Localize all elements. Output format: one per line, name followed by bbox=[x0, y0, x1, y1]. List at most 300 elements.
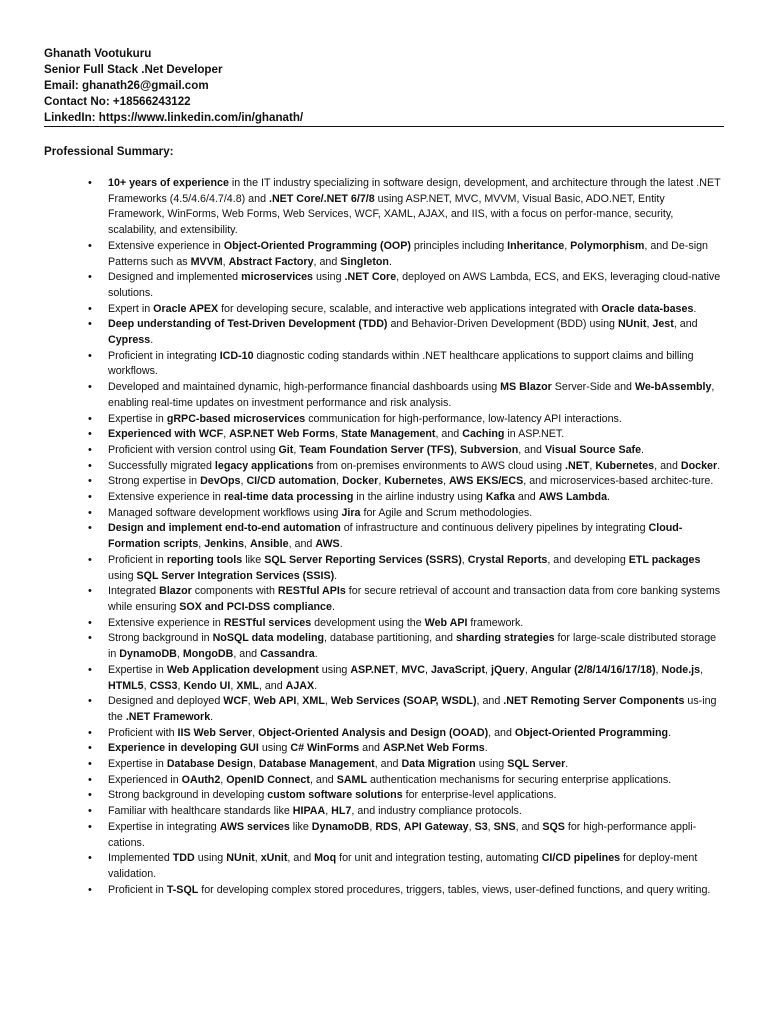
item-text: , bbox=[564, 239, 571, 252]
bold-keyword: Kubernetes bbox=[595, 459, 655, 472]
item-text: principles including bbox=[410, 239, 508, 252]
item-text: in ASP.NET. bbox=[504, 428, 565, 441]
item-text: Proficient in bbox=[108, 553, 167, 566]
bold-keyword: .NET bbox=[565, 459, 590, 472]
summary-item bbox=[88, 412, 724, 428]
item-text: Server-Side and bbox=[551, 381, 635, 394]
item-text: Familiar with healthcare standards like bbox=[108, 805, 293, 818]
bold-keyword: C# WinForms bbox=[290, 742, 360, 755]
item-text: Expertise in bbox=[108, 412, 167, 425]
bullet-marker: • bbox=[88, 726, 92, 739]
item-text: , bbox=[244, 538, 250, 551]
summary-item bbox=[88, 459, 724, 475]
bold-keyword: RDS bbox=[375, 820, 398, 833]
bold-keyword: Singleton bbox=[340, 255, 389, 268]
item-text: , bbox=[443, 475, 450, 488]
bullet-marker: • bbox=[88, 506, 92, 519]
bold-keyword: HTML5 bbox=[108, 679, 144, 692]
bullet-marker: • bbox=[88, 239, 92, 252]
item-text: , bbox=[293, 443, 300, 456]
item-text: like bbox=[242, 553, 265, 566]
item-text: . bbox=[565, 758, 569, 771]
bold-keyword: S3 bbox=[474, 820, 488, 833]
item-text: framework. bbox=[467, 616, 524, 629]
item-text: , bbox=[646, 318, 653, 331]
bold-keyword: .NET Core/.NET 6/7/8 bbox=[268, 192, 375, 205]
item-text: , and bbox=[258, 679, 286, 692]
item-text: communication for high-performance, low-latency API interactions. bbox=[305, 412, 622, 425]
item-text: , bbox=[240, 475, 247, 488]
bold-keyword: Oracle APEX bbox=[153, 302, 219, 315]
item-text: Integrated bbox=[108, 585, 160, 598]
bullet-marker: • bbox=[88, 349, 92, 362]
item-text: Strong background in developing bbox=[108, 789, 268, 802]
item-text: diagnostic coding standards within .NET healthcare applications to support claims and billing workflows. bbox=[108, 349, 694, 378]
bold-keyword: DynamoDB bbox=[119, 648, 177, 661]
bold-keyword: XML bbox=[236, 679, 259, 692]
summary-item bbox=[88, 443, 724, 459]
bold-keyword: AWS services bbox=[219, 820, 290, 833]
bold-keyword: Object-Oriented Programming bbox=[514, 726, 669, 739]
item-text: , and bbox=[313, 255, 341, 268]
summary-item bbox=[88, 788, 724, 804]
summary-item bbox=[88, 474, 724, 490]
bold-keyword: Database Design bbox=[166, 758, 253, 771]
item-text: for developing secure, scalable, and interactive web applications integrated with bbox=[218, 302, 602, 315]
bold-keyword: HL7 bbox=[331, 805, 352, 818]
summary-item bbox=[88, 616, 724, 632]
item-text: . bbox=[210, 710, 214, 723]
item-text: for high-performance appli-cations. bbox=[108, 820, 697, 849]
item-text: , and bbox=[288, 538, 316, 551]
item-text: for deploy-ment validation. bbox=[108, 852, 698, 880]
item-text: . bbox=[717, 459, 721, 472]
bold-keyword: HIPAA bbox=[292, 805, 326, 818]
bold-keyword: TDD bbox=[172, 852, 195, 865]
bold-keyword: AWS EKS/ECS bbox=[449, 475, 524, 488]
item-text: , bbox=[395, 663, 402, 676]
item-text: , bbox=[324, 695, 331, 708]
item-text: , bbox=[143, 679, 150, 692]
bold-keyword: Ansible bbox=[249, 538, 289, 551]
bullet-marker: • bbox=[88, 616, 92, 629]
bold-keyword: SQL Server Integration Services (SSIS) bbox=[136, 569, 335, 582]
item-text: using bbox=[194, 852, 227, 865]
item-text: , and developing bbox=[547, 553, 629, 566]
summary-item bbox=[88, 302, 724, 318]
item-text: . bbox=[607, 491, 610, 504]
bullet-marker: • bbox=[88, 443, 92, 456]
item-text: us-ing the bbox=[108, 695, 717, 723]
bold-keyword: Jenkins bbox=[204, 538, 245, 551]
bold-keyword: gRPC-based microservices bbox=[166, 412, 306, 425]
summary-item bbox=[88, 176, 724, 239]
item-text: for large-scale distributed storage in bbox=[108, 632, 717, 661]
bold-keyword: API Gateway bbox=[403, 820, 469, 833]
item-text: , bbox=[454, 443, 461, 456]
item-text: , bbox=[485, 663, 491, 676]
item-text: using bbox=[108, 569, 137, 582]
item-text: , bbox=[198, 538, 205, 551]
bold-keyword: T-SQL bbox=[166, 883, 199, 896]
bold-keyword: ASP.NET Web Forms bbox=[229, 428, 336, 441]
bold-keyword: real-time data processing bbox=[223, 491, 354, 504]
bold-keyword: jQuery bbox=[490, 663, 525, 676]
item-text: in the IT industry specializing in software design, development, and architecture through the latest .NET Frameworks (4.5/4.6/4.7/4.8) and bbox=[108, 177, 721, 205]
item-text: like bbox=[289, 820, 312, 833]
header-divider bbox=[44, 126, 724, 127]
bold-keyword: Object-Oriented Programming (OOP) bbox=[223, 239, 411, 252]
item-text: . bbox=[314, 648, 318, 661]
bullet-marker: • bbox=[88, 381, 92, 394]
item-text: Experienced in bbox=[108, 773, 182, 786]
item-text: , bbox=[378, 475, 385, 488]
bullet-marker: • bbox=[88, 522, 92, 535]
bold-keyword: JavaScript bbox=[430, 663, 486, 676]
bold-keyword: AWS Lambda bbox=[538, 491, 608, 504]
item-text: , bbox=[397, 820, 404, 833]
candidate-email: Email: ghanath26@gmail.com bbox=[44, 79, 209, 92]
item-text: , bbox=[461, 553, 468, 566]
item-text: , and bbox=[673, 318, 698, 331]
bold-keyword: .NET Framework bbox=[125, 710, 211, 723]
item-text: , and bbox=[476, 695, 504, 708]
bold-keyword: Kendo UI bbox=[183, 679, 231, 692]
bold-keyword: Blazor bbox=[159, 585, 192, 598]
item-text: , bbox=[487, 820, 494, 833]
bold-keyword: NoSQL data modeling bbox=[212, 632, 325, 645]
item-text: components with bbox=[191, 585, 278, 598]
bold-keyword: Node.js bbox=[661, 663, 701, 676]
bold-keyword: MVC bbox=[401, 663, 425, 676]
item-text: Managed software development workflows using bbox=[108, 506, 342, 519]
item-text: , bbox=[336, 475, 343, 488]
bullet-marker: • bbox=[88, 475, 92, 488]
bullet-marker: • bbox=[88, 491, 92, 504]
item-text: Extensive experience in bbox=[108, 491, 224, 504]
item-text: , bbox=[468, 820, 475, 833]
bold-keyword: MVVM bbox=[190, 255, 223, 268]
bullet-marker: • bbox=[88, 663, 92, 676]
bold-keyword: CSS3 bbox=[149, 679, 178, 692]
item-text: , bbox=[222, 255, 229, 268]
bullet-marker: • bbox=[88, 459, 92, 472]
bold-keyword: Jira bbox=[341, 506, 361, 519]
bold-keyword: DynamoDB bbox=[311, 820, 370, 833]
item-text: for enterprise-level applications. bbox=[402, 789, 557, 802]
bold-keyword: Design and implement end-to-end automation bbox=[108, 522, 341, 535]
bold-keyword: Database Management bbox=[258, 758, 375, 771]
bold-keyword: We-bAssembly bbox=[634, 381, 712, 394]
bold-keyword: ICD-10 bbox=[219, 349, 254, 362]
bold-keyword: Subversion bbox=[460, 443, 519, 456]
bold-keyword: Web API bbox=[424, 616, 468, 629]
summary-item bbox=[88, 553, 724, 584]
item-text: , bbox=[589, 459, 596, 472]
item-text: , and microservices-based architec-ture. bbox=[523, 475, 714, 488]
item-text: , and bbox=[488, 726, 515, 739]
bold-keyword: Polymorphism bbox=[570, 239, 645, 252]
bold-keyword: microservices bbox=[241, 271, 313, 284]
item-text: , and bbox=[309, 773, 337, 786]
item-text: Expertise in bbox=[108, 663, 167, 676]
bold-keyword: sharding strategies bbox=[455, 632, 555, 645]
item-text: , and bbox=[518, 443, 545, 456]
item-text: Implemented bbox=[108, 852, 173, 865]
bold-keyword: XML bbox=[302, 695, 325, 708]
item-text: Proficient in bbox=[108, 883, 167, 896]
item-text: , bbox=[247, 695, 254, 708]
item-text: , and bbox=[435, 428, 463, 441]
item-text: , bbox=[230, 679, 237, 692]
item-text: from on-premises environments to AWS cloud using bbox=[313, 459, 565, 472]
item-text: . bbox=[331, 600, 335, 613]
item-text: . bbox=[641, 443, 645, 456]
bold-keyword: Cypress bbox=[108, 334, 151, 347]
summary-item bbox=[88, 506, 724, 522]
bold-keyword: Kubernetes bbox=[384, 475, 444, 488]
bold-keyword: Visual Source Safe bbox=[544, 443, 642, 456]
item-text: , bbox=[252, 758, 259, 771]
candidate-name: Ghanath Vootukuru bbox=[44, 47, 152, 60]
item-text: for developing complex stored procedures, triggers, tables, views, user-defined functions, and query writing. bbox=[198, 883, 711, 896]
summary-item bbox=[88, 773, 724, 789]
resume-header bbox=[44, 46, 724, 126]
item-text: , and bbox=[287, 852, 315, 865]
bold-keyword: Abstract Factory bbox=[228, 255, 314, 268]
item-text: , deployed on AWS Lambda, ECS, and EKS, leveraging cloud-native solutions. bbox=[108, 271, 721, 299]
summary-item bbox=[88, 239, 724, 270]
bold-keyword: Experience in developing GUI bbox=[108, 742, 259, 755]
bold-keyword: .NET Core bbox=[344, 271, 397, 284]
summary-item bbox=[88, 883, 724, 899]
item-text: , bbox=[325, 805, 332, 818]
summary-item bbox=[88, 851, 724, 882]
bold-keyword: .NET Remoting Server Components bbox=[503, 695, 685, 708]
bold-keyword: Object-Oriented Analysis and Design (OOAD) bbox=[258, 726, 489, 739]
summary-item bbox=[88, 757, 724, 773]
bold-keyword: RESTful services bbox=[223, 616, 312, 629]
summary-item bbox=[88, 631, 724, 662]
bold-keyword: Caching bbox=[462, 428, 505, 441]
item-text: . bbox=[484, 742, 488, 755]
bold-keyword: SQL Server bbox=[507, 758, 566, 771]
bullet-marker: • bbox=[88, 553, 92, 566]
item-text: , bbox=[369, 820, 376, 833]
item-text: Designed and implemented bbox=[108, 271, 242, 284]
summary-item bbox=[88, 741, 724, 757]
bold-keyword: ASP.Net Web Forms bbox=[382, 742, 485, 755]
bold-keyword: SAML bbox=[336, 773, 367, 786]
bold-keyword: Experienced with WCF bbox=[108, 428, 224, 441]
bullet-marker: • bbox=[88, 789, 92, 802]
bold-keyword: SQS bbox=[542, 820, 565, 833]
summary-item bbox=[88, 584, 724, 615]
bold-keyword: Cassandra bbox=[260, 648, 315, 661]
summary-item bbox=[88, 317, 724, 348]
bold-keyword: Git bbox=[278, 443, 294, 456]
item-text: using bbox=[313, 271, 345, 284]
bullet-marker: • bbox=[88, 632, 92, 645]
bold-keyword: Oracle data-bases bbox=[601, 302, 694, 315]
item-text: Proficient in integrating bbox=[108, 349, 220, 362]
bold-keyword: CI/CD automation bbox=[246, 475, 337, 488]
item-text: , and De-sign Patterns such as bbox=[108, 239, 708, 268]
bold-keyword: Crystal Reports bbox=[467, 553, 548, 566]
bold-keyword: MS Blazor bbox=[500, 381, 552, 394]
section-title: Professional Summary: bbox=[44, 145, 174, 158]
item-text: Extensive experience in bbox=[108, 616, 224, 629]
item-text: development using the bbox=[311, 616, 425, 629]
item-text: Designed and deployed bbox=[108, 695, 224, 708]
bullet-marker: • bbox=[88, 585, 92, 598]
item-text: Strong background in bbox=[108, 632, 213, 645]
item-text: . bbox=[693, 302, 697, 315]
bullet-marker: • bbox=[88, 820, 92, 833]
item-text: . bbox=[388, 255, 392, 268]
item-text: , bbox=[254, 852, 261, 865]
item-text: Proficient with version control using bbox=[108, 443, 279, 456]
item-text: , bbox=[176, 648, 183, 661]
item-text: , database partitioning, and bbox=[324, 632, 456, 645]
bold-keyword: SNS bbox=[493, 820, 516, 833]
item-text: Expertise in bbox=[108, 758, 167, 771]
bold-keyword: SQL Server Reporting Services (SSRS) bbox=[264, 553, 462, 566]
summary-item bbox=[88, 663, 724, 694]
item-text: , bbox=[177, 679, 184, 692]
summary-item bbox=[88, 820, 724, 851]
bold-keyword: Cloud-Formation scripts bbox=[108, 522, 683, 551]
item-text: using bbox=[318, 663, 351, 676]
summary-item bbox=[88, 726, 724, 742]
item-text: . bbox=[314, 679, 318, 692]
candidate-contact: Contact No: +18566243122 bbox=[44, 95, 191, 108]
item-text: , bbox=[655, 663, 662, 676]
bold-keyword: OAuth2 bbox=[181, 773, 221, 786]
item-text: , enabling real-time updates on investment performance and risk analysis. bbox=[108, 381, 715, 409]
bold-keyword: Angular (2/8/14/16/17/18) bbox=[530, 663, 656, 676]
bullet-marker: • bbox=[88, 412, 92, 425]
item-text: . bbox=[339, 538, 343, 551]
item-text: , bbox=[252, 726, 259, 739]
bold-keyword: Team Foundation Server (TFS) bbox=[299, 443, 455, 456]
bullet-marker: • bbox=[88, 773, 92, 786]
bold-keyword: Inheritance bbox=[507, 239, 565, 252]
bold-keyword: ASP.NET bbox=[350, 663, 396, 676]
item-text: Extensive experience in bbox=[108, 239, 224, 252]
bullet-marker: • bbox=[88, 302, 92, 315]
item-text: and Behavior-Driven Development (BDD) using bbox=[387, 318, 618, 331]
bold-keyword: Docker bbox=[680, 459, 718, 472]
bold-keyword: NUnit bbox=[617, 318, 647, 331]
item-text: for unit and integration testing, automating bbox=[336, 852, 542, 865]
bold-keyword: legacy applications bbox=[214, 459, 314, 472]
bullet-marker: • bbox=[88, 428, 92, 441]
bold-keyword: RESTful APIs bbox=[277, 585, 346, 598]
summary-item bbox=[88, 804, 724, 820]
bold-keyword: MongoDB bbox=[182, 648, 234, 661]
item-text: using ASP.NET, MVC, MVVM, Visual Basic, ADO.NET, Entity Framework, WinForms, Web Forms, Web Services, WCF, XAML, AJAX, and IIS, with a focus on perfor-mance, security, scalability, and extensibility. bbox=[108, 192, 674, 237]
bold-keyword: Web Services (SOAP, WSDL) bbox=[330, 695, 477, 708]
item-text: , bbox=[335, 428, 342, 441]
bold-keyword: custom software solutions bbox=[267, 789, 403, 802]
summary-item bbox=[88, 427, 724, 443]
bullet-marker: • bbox=[88, 318, 92, 331]
bold-keyword: 10+ years of experience bbox=[108, 177, 229, 189]
bold-keyword: Data Migration bbox=[401, 758, 476, 771]
bullet-marker: • bbox=[88, 805, 92, 818]
item-text: , and bbox=[374, 758, 402, 771]
bold-keyword: State Management bbox=[341, 428, 436, 441]
item-text: , and bbox=[233, 648, 261, 661]
bullet-marker: • bbox=[88, 742, 92, 755]
item-text: and bbox=[514, 491, 539, 504]
item-text: in the airline industry using bbox=[353, 491, 486, 504]
item-text: Successfully migrated bbox=[108, 459, 215, 472]
item-text: . bbox=[150, 334, 154, 347]
bold-keyword: Web API bbox=[253, 695, 297, 708]
summary-item bbox=[88, 521, 724, 552]
item-text: Expertise in integrating bbox=[108, 820, 220, 833]
bold-keyword: SOX and PCI-DSS compliance bbox=[179, 600, 332, 613]
bold-keyword: DevOps bbox=[200, 475, 241, 488]
summary-item bbox=[88, 490, 724, 506]
item-text: , bbox=[220, 773, 227, 786]
item-text: using bbox=[475, 758, 508, 771]
bullet-marker: • bbox=[88, 852, 92, 865]
bold-keyword: Jest bbox=[652, 318, 674, 331]
bold-keyword: CI/CD pipelines bbox=[541, 852, 621, 865]
bold-keyword: Kafka bbox=[485, 491, 515, 504]
item-text: and bbox=[359, 742, 383, 755]
bold-keyword: Moq bbox=[314, 852, 337, 865]
bold-keyword: reporting tools bbox=[166, 553, 243, 566]
bullet-marker: • bbox=[88, 695, 92, 708]
item-text: using bbox=[258, 742, 291, 755]
bullet-marker: • bbox=[88, 758, 92, 771]
candidate-linkedin: LinkedIn: https://www.linkedin.com/in/ghanath/ bbox=[44, 111, 304, 124]
bold-keyword: Docker bbox=[342, 475, 379, 488]
bold-keyword: IIS Web Server bbox=[177, 726, 253, 739]
item-text: , bbox=[524, 663, 531, 676]
item-text: , bbox=[700, 663, 704, 676]
bold-keyword: NUnit bbox=[226, 852, 255, 865]
bold-keyword: xUnit bbox=[260, 852, 288, 865]
item-text: Developed and maintained dynamic, high-performance financial dashboards using bbox=[108, 381, 501, 394]
summary-item bbox=[88, 349, 724, 380]
item-text: Expert in bbox=[108, 302, 154, 315]
bold-keyword: ETL packages bbox=[628, 553, 701, 566]
summary-item bbox=[88, 380, 724, 411]
item-text: , and industry compliance protocols. bbox=[351, 805, 522, 818]
item-text: , and bbox=[654, 459, 681, 472]
candidate-title: Senior Full Stack .Net Developer bbox=[44, 63, 223, 76]
bold-keyword: WCF bbox=[223, 695, 248, 708]
summary-item bbox=[88, 694, 724, 725]
item-text: for secure retrieval of account and transaction data from core banking systems while ensuring bbox=[108, 585, 721, 613]
summary-item bbox=[88, 270, 724, 301]
item-text: . bbox=[668, 726, 672, 739]
item-text: authentication mechanisms for securing enterprise applications. bbox=[366, 773, 672, 786]
bullet-marker: • bbox=[88, 883, 92, 896]
item-text: , bbox=[223, 428, 230, 441]
item-text: Strong expertise in bbox=[108, 475, 201, 488]
bullet-marker: • bbox=[88, 177, 92, 189]
bold-keyword: Web Application development bbox=[166, 663, 319, 676]
bold-keyword: Deep understanding of Test-Driven Development (TDD) bbox=[108, 318, 388, 331]
item-text: Proficient with bbox=[108, 726, 178, 739]
item-text: for Agile and Scrum methodologies. bbox=[360, 506, 533, 519]
